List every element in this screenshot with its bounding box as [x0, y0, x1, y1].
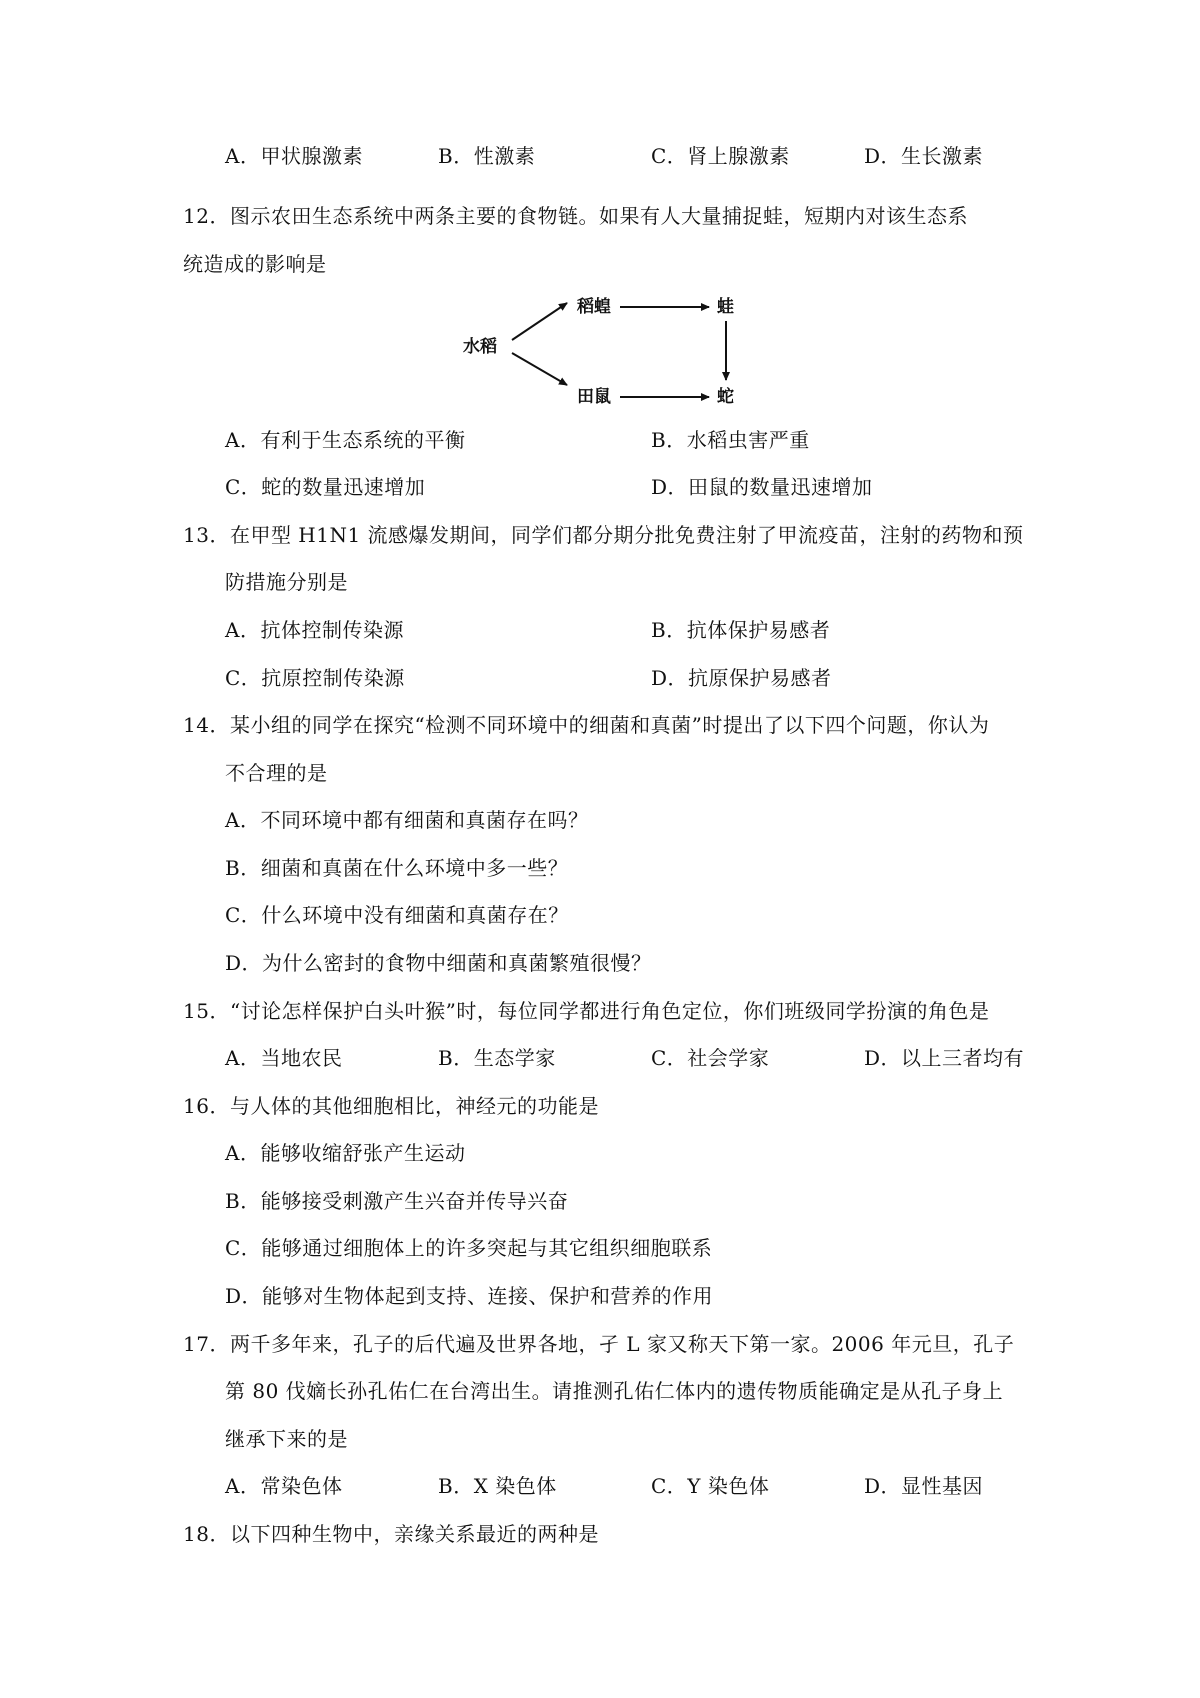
q17-stem-line2: 第 80 伐嫡长孙孔佑仁在台湾出生。请推测孔佑仁体内的遗传物质能确定是从孔子身上	[225, 1379, 1004, 1403]
q15-stem-line1: 15．“讨论怎样保护白头叶猴”时，每位同学都进行角色定位，你们班级同学扮演的角色是	[183, 999, 990, 1023]
q12-option-b: B．水稻虫害严重	[651, 428, 810, 452]
q13-option-d: D．抗原保护易感者	[651, 666, 832, 690]
node-mouse: 田鼠	[577, 387, 611, 407]
q16-option-b: B．能够接受刺激产生兴奋并传导兴奋	[225, 1189, 569, 1213]
q15-option-b: B．生态学家	[438, 1046, 556, 1070]
q17-option-c: C．Y 染色体	[651, 1474, 770, 1498]
q16-option-d: D．能够对生物体起到支持、连接、保护和营养的作用	[225, 1284, 714, 1308]
q11-option-b: B．性激素	[438, 144, 536, 168]
arrow-rice-to-mouse	[512, 353, 567, 385]
q14-option-c: C．什么环境中没有细菌和真菌存在？	[225, 903, 569, 927]
node-snake: 蛇	[717, 387, 734, 407]
q12-stem-line1: 12．图示农田生态系统中两条主要的食物链。如果有人大量捕捉蛙，短期内对该生态系	[183, 204, 968, 228]
q15-option-d: D．以上三者均有	[864, 1046, 1025, 1070]
q14-option-a: A．不同环境中都有细菌和真菌存在吗？	[225, 808, 589, 832]
q13-option-c: C．抗原控制传染源	[225, 666, 405, 690]
q16-stem-line1: 16．与人体的其他细胞相比，神经元的功能是	[183, 1094, 599, 1118]
q13-stem-line1: 13．在甲型 H1N1 流感爆发期间，同学们都分期分批免费注射了甲流疫苗，注射的药物和预	[183, 523, 1024, 547]
q14-option-b: B．细菌和真菌在什么环境中多一些？	[225, 856, 569, 880]
q17-stem-line1: 17．两千多年来，孔子的后代遍及世界各地，孑 L 家又称天下第一家。2006 年元旦，孔子	[183, 1332, 1015, 1356]
q13-stem-line2: 防措施分别是	[225, 570, 348, 594]
q12-option-a: A．有利于生态系统的平衡	[225, 428, 466, 452]
q14-stem-line2: 不合理的是	[225, 761, 328, 785]
q17-option-b: B．X 染色体	[438, 1474, 557, 1498]
q11-option-d: D．生长激素	[864, 144, 984, 168]
q17-option-d: D．显性基因	[864, 1474, 984, 1498]
q16-option-a: A．能够收缩舒张产生运动	[225, 1141, 466, 1165]
q11-option-a: A．甲状腺激素	[225, 144, 363, 168]
q17-stem-line3: 继承下来的是	[225, 1427, 348, 1451]
node-rice: 水稻	[463, 337, 497, 357]
q13-option-a: A．抗体控制传染源	[225, 618, 404, 642]
q14-stem-line1: 14．某小组的同学在探究“检测不同环境中的细菌和真菌”时提出了以下四个问题，你认为	[183, 713, 990, 737]
q15-option-a: A．当地农民	[225, 1046, 343, 1070]
q12-stem-line2: 统造成的影响是	[183, 252, 327, 276]
q13-option-b: B．抗体保护易感者	[651, 618, 831, 642]
node-frog: 蛙	[717, 297, 734, 317]
node-locust: 稻蝗	[577, 297, 611, 317]
q18-stem-line1: 18．以下四种生物中，亲缘关系最近的两种是	[183, 1522, 599, 1546]
q12-option-d: D．田鼠的数量迅速增加	[651, 475, 873, 499]
q14-option-d: D．为什么密封的食物中细菌和真菌繁殖很慢？	[225, 951, 652, 975]
q16-option-c: C．能够通过细胞体上的许多突起与其它组织细胞联系	[225, 1236, 713, 1260]
food-chain-diagram	[455, 285, 775, 415]
q11-option-c: C．肾上腺激素	[651, 144, 790, 168]
q15-option-c: C．社会学家	[651, 1046, 770, 1070]
q17-option-a: A．常染色体	[225, 1474, 343, 1498]
arrow-rice-to-locust	[512, 303, 567, 340]
q12-option-c: C．蛇的数量迅速增加	[225, 475, 426, 499]
